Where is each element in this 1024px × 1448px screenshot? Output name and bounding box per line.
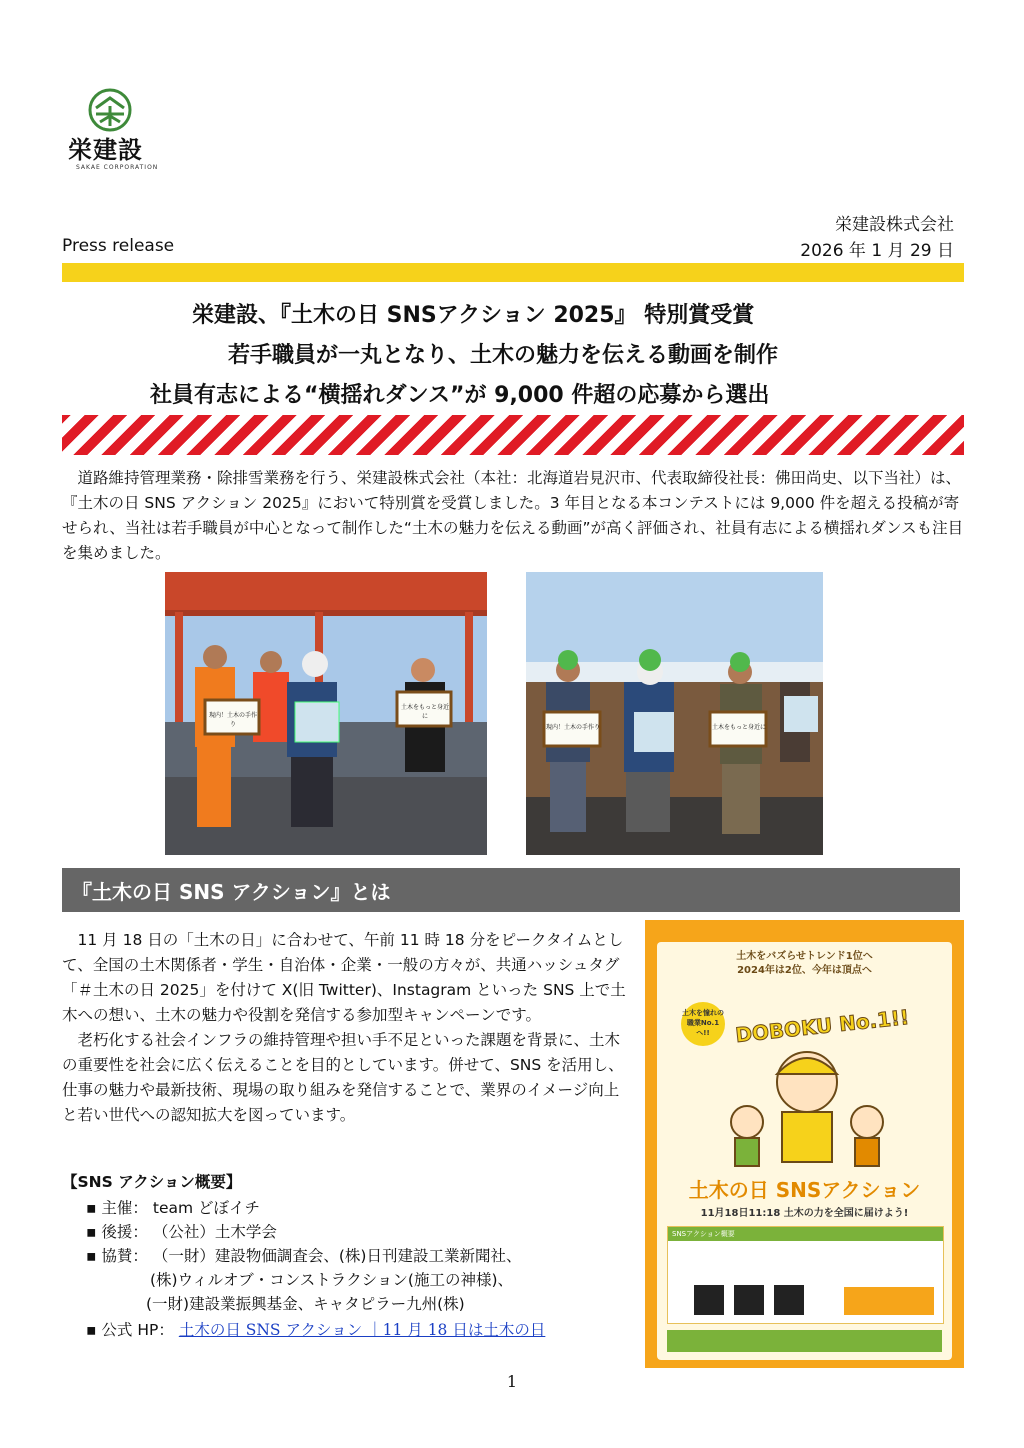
outline-heading: 【SNS アクション概要】	[62, 1173, 242, 1191]
photo-team-left	[165, 572, 487, 855]
sponsor-value-3: (一財)建設業振興基金、キャタピラー九州(株)	[146, 1295, 465, 1313]
poster-info-box	[667, 1226, 944, 1324]
headline-line-1: 栄建設、『土木の日 SNSアクション 2025』 特別賞受賞	[192, 303, 755, 328]
header-divider-bar	[62, 263, 964, 282]
organizer-value: team どぼイチ	[152, 1199, 261, 1217]
poster-badge: 土木を憧れの職業No.1へ!!	[681, 1002, 725, 1046]
outline-organizer	[86, 1196, 260, 1218]
headline-line-2: 若手職員が一丸となり、土木の魅力を伝える動画を制作	[228, 343, 779, 368]
left-sign-b: 土木をもっと身近に	[400, 704, 449, 720]
intro-paragraph	[62, 466, 964, 566]
right-sign-b: 土木をもっと身近に	[712, 724, 767, 731]
poster-inner	[657, 942, 952, 1360]
campaign-poster	[645, 920, 964, 1368]
support-value: （公社）土木学会	[152, 1223, 277, 1241]
organizer-label: ▪ 主催：	[86, 1199, 148, 1217]
left-sign-a: 現内！土木の手作り	[208, 712, 257, 728]
poster-top-line-1: 土木をバズらせトレンド1位へ	[736, 951, 873, 962]
outline-sponsor	[86, 1244, 521, 1266]
headline-line-3: 社員有志による“横揺れダンス”が 9,000 件超の応募から選出	[150, 383, 770, 408]
company-name: 栄建設株式会社	[835, 215, 954, 235]
section-paragraph-2: 老朽化する社会インフラの維持管理や担い手不足といった課題を背景に、土木の重要性を社会に広く伝えることを目的としています。併せて、SNS を活用し、仕事の魅力や最新技術、現場の取り組みを発信することで、業界のイメージ向上と若い世代への認知拡大を図っています。	[62, 1031, 624, 1124]
page-number: 1	[506, 1372, 518, 1391]
press-release-label: Press release	[62, 236, 175, 256]
outline-support	[86, 1220, 277, 1242]
section-body	[62, 928, 634, 1128]
outline-homepage	[86, 1318, 545, 1340]
caution-stripe-band	[62, 415, 964, 455]
section-title: 『土木の日 SNS アクション』とは	[72, 880, 391, 904]
photo-team-right	[526, 572, 823, 855]
logo-emblem-icon	[88, 88, 132, 132]
sponsor-value-1: （一財）建設物価調査会、(株)日刊建設工業新聞社、	[152, 1247, 522, 1265]
poster-subtitle: 11月18日11:18 土木の力を全国に届けよう!	[700, 1208, 909, 1219]
poster-footer	[667, 1330, 942, 1352]
poster-top-line-2: 2024年は2位、今年は頂点へ	[737, 965, 872, 976]
poster-title: 土木の日 SNSアクション	[688, 1178, 921, 1202]
logo-brand: 栄建設	[68, 136, 143, 164]
support-label: ▪ 後援：	[86, 1223, 148, 1241]
intro-text: 道路維持管理業務・除排雪業務を行う、栄建設株式会社（本社：北海道岩見沢市、代表取締役社長：佛田尚史、以下当社）は、『土木の日 SNS アクション 2025』において特別賞を受賞しました。3 年目となる本コンテストには 9,000 件を超える投稿が寄せられ、当社は若手職員が中心となって制作した“土木の魅力を伝える動画”が高く評価され、社員有志による横揺れダンスも注目を集めました。	[62, 469, 964, 562]
company-logo	[62, 88, 162, 178]
sponsor-label: ▪ 協賛：	[86, 1247, 148, 1265]
right-sign-a: 現内！土木の手作り	[546, 724, 601, 731]
poster-top-text	[657, 950, 952, 978]
homepage-link[interactable]: 土木の日 SNS アクション ｜11 月 18 日は土木の日	[178, 1321, 546, 1339]
section-header	[62, 868, 960, 912]
poster-qr-codes	[674, 1283, 944, 1319]
poster-logo-text: DOBOKU No.1!!	[734, 1004, 911, 1048]
section-paragraph-1: 11 月 18 日の「土木の日」に合わせて、午前 11 時 18 分をピークタイムとして、全国の土木関係者・学生・自治体・企業・一般の方々が、共通ハッシュタグ「＃土木の日 2025」を付けて X(旧 Twitter)、Instagram といった SNS 上で土木への想い、土木の魅力や役割を発信する参加型キャンペーンです。	[62, 931, 626, 1024]
poster-mascot-illustration	[717, 1042, 897, 1170]
release-date: 2026 年 1 月 29 日	[800, 241, 954, 261]
sponsor-value-2: (株)ウィルオブ・コンストラクション(施工の神様)、	[150, 1271, 514, 1289]
logo-subtitle: SAKAE CORPORATION	[76, 164, 159, 171]
homepage-label: ▪ 公式 HP：	[86, 1321, 174, 1339]
poster-info-heading: SNSアクション概要	[668, 1227, 943, 1241]
